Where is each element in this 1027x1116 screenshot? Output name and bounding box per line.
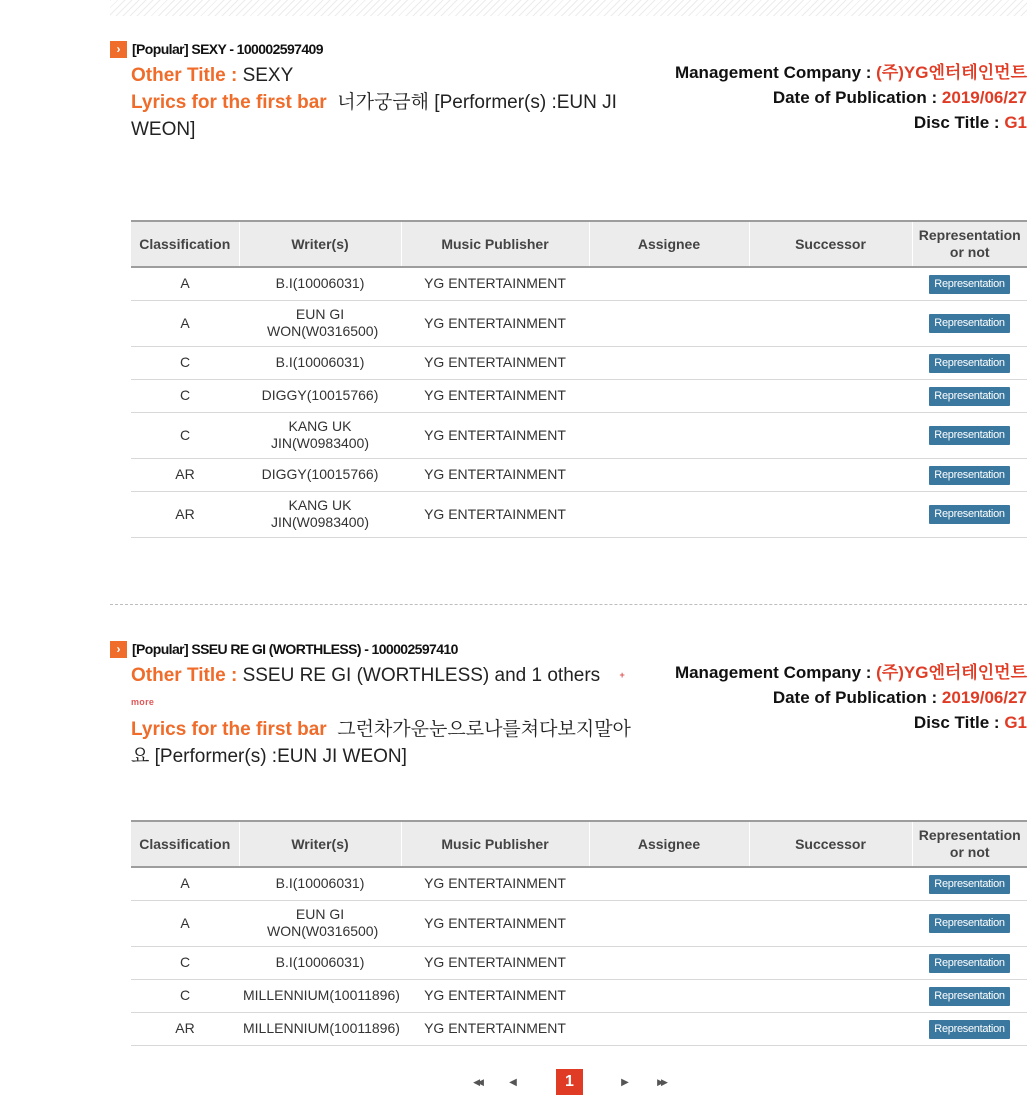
- table-row: [131, 412, 1027, 458]
- publisher-cell: YG ENTERTAINMENT: [401, 900, 589, 946]
- assignee-cell: [589, 267, 749, 300]
- chevron-right-icon: ›: [110, 641, 127, 658]
- assignee-cell: [589, 379, 749, 412]
- publisher-cell: YG ENTERTAINMENT: [401, 979, 589, 1012]
- writer-cell: B.I(10006031): [239, 946, 401, 979]
- representation-button[interactable]: Representation: [929, 275, 1009, 294]
- writer-cell: KANG UK JIN(W0983400): [239, 491, 401, 537]
- pagination: [0, 1068, 1027, 1096]
- col-music-publisher: Music Publisher: [401, 821, 589, 867]
- col-representation: Representation or not: [912, 821, 1027, 867]
- representation-cell: [912, 379, 1027, 412]
- publisher-cell: YG ENTERTAINMENT: [401, 267, 589, 300]
- representation-button[interactable]: Representation: [929, 466, 1009, 485]
- representation-button[interactable]: Representation: [929, 314, 1009, 333]
- representation-cell: [912, 300, 1027, 346]
- classification-cell: AR: [131, 491, 239, 537]
- date-value: 2019/06/27: [941, 88, 1027, 107]
- lyrics-label: Lyrics for the first bar: [131, 719, 327, 740]
- publisher-cell: YG ENTERTAINMENT: [401, 458, 589, 491]
- last-page-icon[interactable]: ▶▶: [657, 1076, 665, 1087]
- management-value: (주)YG엔터테인먼트: [876, 63, 1027, 82]
- writer-cell: EUN GI WON(W0316500): [239, 300, 401, 346]
- table-row: [131, 300, 1027, 346]
- assignee-cell: [589, 1012, 749, 1045]
- rights-table-2: [131, 820, 1027, 1046]
- publisher-cell: YG ENTERTAINMENT: [401, 491, 589, 537]
- classification-cell: C: [131, 379, 239, 412]
- col-successor: Successor: [749, 821, 912, 867]
- representation-cell: [912, 946, 1027, 979]
- successor-cell: [749, 379, 912, 412]
- song-info-right: [675, 60, 1027, 135]
- representation-button[interactable]: Representation: [929, 914, 1009, 933]
- publisher-cell: YG ENTERTAINMENT: [401, 346, 589, 379]
- section-divider: [110, 604, 1027, 605]
- table-row: [131, 346, 1027, 379]
- writer-cell: MILLENNIUM(10011896): [239, 979, 401, 1012]
- representation-button[interactable]: Representation: [929, 426, 1009, 445]
- lyrics-label: Lyrics for the first bar: [131, 92, 327, 113]
- successor-cell: [749, 458, 912, 491]
- disc-value: G1: [1004, 113, 1027, 132]
- table-row: [131, 267, 1027, 300]
- date-value: 2019/06/27: [941, 688, 1027, 707]
- representation-cell: [912, 979, 1027, 1012]
- representation-button[interactable]: Representation: [929, 354, 1009, 373]
- rights-table-1: [131, 220, 1027, 538]
- writer-cell: B.I(10006031): [239, 267, 401, 300]
- col-classification: Classification: [131, 821, 239, 867]
- representation-button[interactable]: Representation: [929, 987, 1009, 1006]
- col-classification: Classification: [131, 221, 239, 267]
- col-successor: Successor: [749, 221, 912, 267]
- representation-cell: [912, 491, 1027, 537]
- classification-cell: AR: [131, 1012, 239, 1045]
- classification-cell: C: [131, 412, 239, 458]
- lyrics-value: 그런차가운눈으로나를쳐다보지말아요 [Performer(s) :EUN JI WEON]: [131, 719, 631, 767]
- publisher-cell: YG ENTERTAINMENT: [401, 412, 589, 458]
- classification-cell: A: [131, 867, 239, 900]
- song-title[interactable]: [Popular] SEXY - 100002597409: [132, 41, 323, 57]
- representation-button[interactable]: Representation: [929, 387, 1009, 406]
- page-1-button[interactable]: 1: [556, 1069, 583, 1095]
- assignee-cell: [589, 346, 749, 379]
- prev-page-icon[interactable]: ◀: [509, 1076, 517, 1088]
- disc-label: Disc Title :: [913, 113, 1000, 132]
- publisher-cell: YG ENTERTAINMENT: [401, 1012, 589, 1045]
- assignee-cell: [589, 900, 749, 946]
- other-title-value: SEXY: [242, 65, 294, 86]
- successor-cell: [749, 900, 912, 946]
- table-row: [131, 900, 1027, 946]
- writer-cell: B.I(10006031): [239, 867, 401, 900]
- first-page-icon[interactable]: ◀◀: [473, 1076, 481, 1087]
- writer-cell: EUN GI WON(W0316500): [239, 900, 401, 946]
- successor-cell: [749, 979, 912, 1012]
- successor-cell: [749, 412, 912, 458]
- classification-cell: A: [131, 267, 239, 300]
- classification-cell: A: [131, 900, 239, 946]
- representation-cell: [912, 267, 1027, 300]
- successor-cell: [749, 946, 912, 979]
- publisher-cell: YG ENTERTAINMENT: [401, 867, 589, 900]
- disc-label: Disc Title :: [913, 713, 1000, 732]
- publisher-cell: YG ENTERTAINMENT: [401, 300, 589, 346]
- next-page-icon[interactable]: ▶: [621, 1076, 629, 1088]
- writer-cell: MILLENNIUM(10011896): [239, 1012, 401, 1045]
- representation-button[interactable]: Representation: [929, 954, 1009, 973]
- assignee-cell: [589, 946, 749, 979]
- classification-cell: C: [131, 346, 239, 379]
- writer-cell: KANG UK JIN(W0983400): [239, 412, 401, 458]
- representation-cell: [912, 412, 1027, 458]
- chevron-right-icon: ›: [110, 41, 127, 58]
- song-info-left: [131, 662, 631, 770]
- table-header-row: [131, 821, 1027, 867]
- management-value: (주)YG엔터테인먼트: [876, 663, 1027, 682]
- col-representation: Representation or not: [912, 221, 1027, 267]
- classification-cell: C: [131, 979, 239, 1012]
- successor-cell: [749, 267, 912, 300]
- table-row: [131, 379, 1027, 412]
- other-title-label: Other Title :: [131, 65, 238, 86]
- assignee-cell: [589, 458, 749, 491]
- song-info-right: [675, 660, 1027, 735]
- date-label: Date of Publication :: [772, 688, 938, 707]
- successor-cell: [749, 300, 912, 346]
- successor-cell: [749, 867, 912, 900]
- representation-cell: [912, 900, 1027, 946]
- representation-cell: [912, 1012, 1027, 1045]
- table-row: [131, 458, 1027, 491]
- publisher-cell: YG ENTERTAINMENT: [401, 379, 589, 412]
- table-header-row: [131, 221, 1027, 267]
- assignee-cell: [589, 412, 749, 458]
- representation-cell: [912, 458, 1027, 491]
- assignee-cell: [589, 867, 749, 900]
- table-row: [131, 979, 1027, 1012]
- assignee-cell: [589, 491, 749, 537]
- representation-button[interactable]: Representation: [929, 1020, 1009, 1039]
- lyrics-value: 너가궁금해 [Performer(s) :EUN JI WEON]: [131, 92, 617, 140]
- song-info-left: [131, 62, 631, 143]
- col-assignee: Assignee: [589, 821, 749, 867]
- table-row: [131, 491, 1027, 537]
- management-label: Management Company :: [674, 663, 872, 682]
- successor-cell: [749, 346, 912, 379]
- representation-cell: [912, 346, 1027, 379]
- song-heading: [110, 640, 458, 658]
- representation-button[interactable]: Representation: [929, 505, 1009, 524]
- col-writers: Writer(s): [239, 221, 401, 267]
- classification-cell: A: [131, 300, 239, 346]
- song-title[interactable]: [Popular] SSEU RE GI (WORTHLESS) - 100002597410: [132, 641, 458, 657]
- successor-cell: [749, 491, 912, 537]
- col-assignee: Assignee: [589, 221, 749, 267]
- date-label: Date of Publication :: [772, 88, 938, 107]
- management-label: Management Company :: [674, 63, 872, 82]
- assignee-cell: [589, 979, 749, 1012]
- other-title-value: SSEU RE GI (WORTHLESS) and 1 others: [242, 665, 601, 686]
- writer-cell: DIGGY(10015766): [239, 379, 401, 412]
- writer-cell: B.I(10006031): [239, 346, 401, 379]
- successor-cell: [749, 1012, 912, 1045]
- representation-cell: [912, 867, 1027, 900]
- disc-value: G1: [1004, 713, 1027, 732]
- col-writers: Writer(s): [239, 821, 401, 867]
- table-row: [131, 946, 1027, 979]
- song-heading: [110, 40, 323, 58]
- classification-cell: C: [131, 946, 239, 979]
- writer-cell: DIGGY(10015766): [239, 458, 401, 491]
- top-hatch-divider: [110, 0, 1027, 16]
- more-link[interactable]: + more: [131, 670, 626, 707]
- col-music-publisher: Music Publisher: [401, 221, 589, 267]
- assignee-cell: [589, 300, 749, 346]
- publisher-cell: YG ENTERTAINMENT: [401, 946, 589, 979]
- table-row: [131, 1012, 1027, 1045]
- table-row: [131, 867, 1027, 900]
- representation-button[interactable]: Representation: [929, 875, 1009, 894]
- classification-cell: AR: [131, 458, 239, 491]
- other-title-label: Other Title :: [131, 665, 238, 686]
